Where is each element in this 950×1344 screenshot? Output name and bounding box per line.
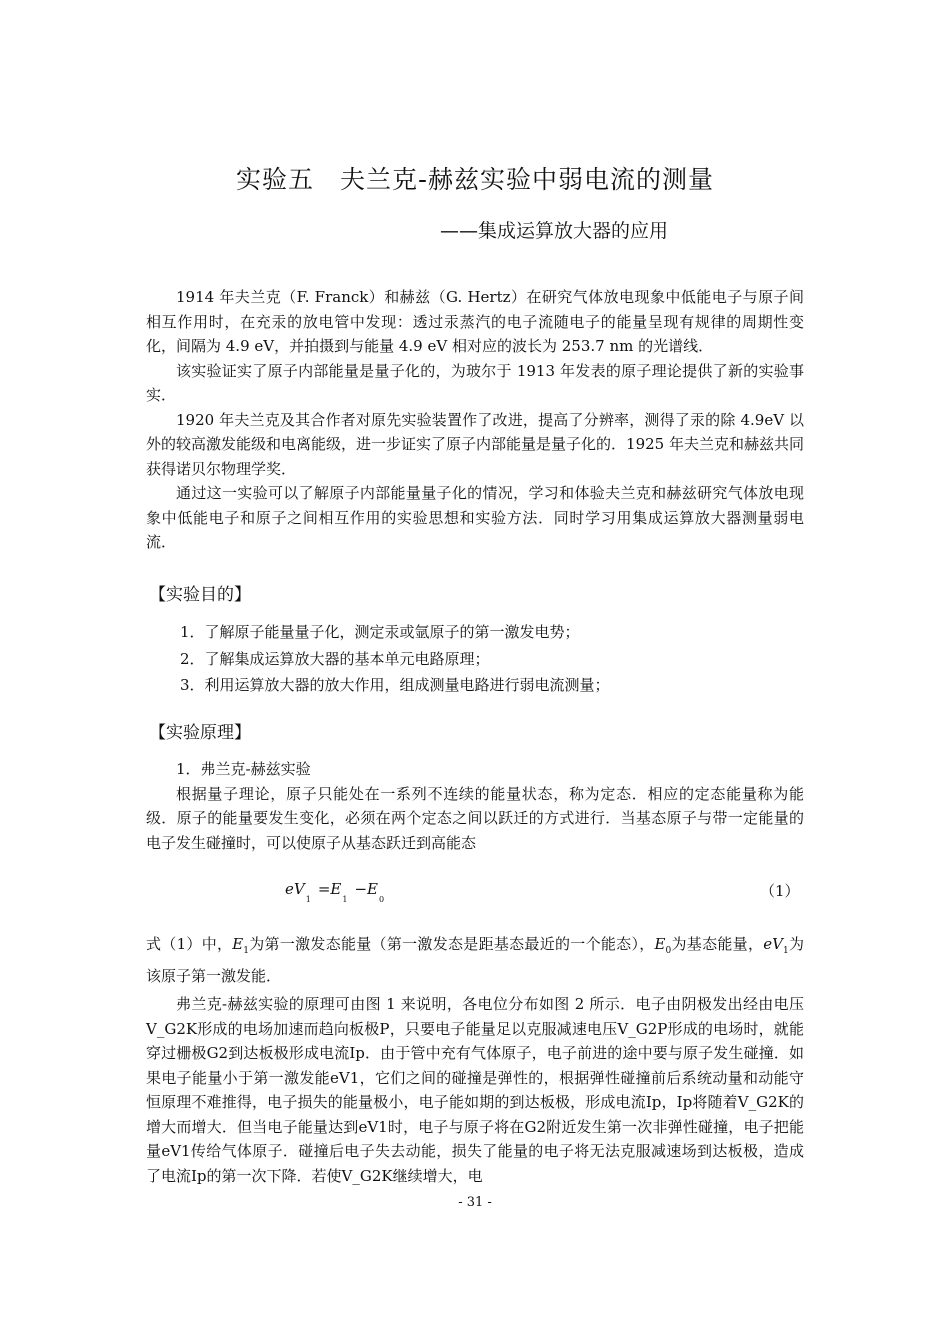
objectives-heading: 【实验目的】: [149, 585, 251, 605]
principle-paragraph-1: 根据量子理论，原子只能处在一系列不连续的能量状态，称为定态．相应的定态能量称为能级．原子的能量要发生变化，必须在两个定态之间以跃迁的方式进行．当基态原子与带一定能量的电子发生碰撞时，可以使原子从基态跃迁到高能态: [146, 784, 804, 852]
intro-paragraph-4: 通过这一实验可以了解原子内部能量量子化的情况，学习和体验夫兰克和赫兹研究气体放电现象中低能电子和原子之间相互作用的实验思想和实验方法．同时学习用集成运算放大器测量弱电流．: [146, 484, 804, 551]
equation-number: （1）: [760, 882, 800, 900]
page-number: - 31 -: [458, 1195, 492, 1210]
page-title: 实验五 夫兰克-赫兹实验中弱电流的测量: [235, 165, 715, 194]
intro-paragraph-2: 该实验证实了原子内部能量是量子化的，为玻尔于 1913 年发表的原子理论提供了新的实验事实．: [146, 361, 804, 404]
intro-section: [146, 285, 804, 555]
page-subtitle: ——集成运算放大器的应用: [440, 220, 669, 242]
principle-subheading: 1．弗兰克-赫兹实验: [176, 760, 311, 778]
intro-paragraph-3: 1920 年夫兰克及其合作者对原先实验装置作了改进，提高了分辨率，测得了汞的除 4.9eV 以外的较高激发能级和电离能级，进一步证实了原子内部能量是量子化的．1925 年夫兰克和赫兹共同获得诺贝尔物理学奖．: [146, 410, 804, 478]
principle-heading: 【实验原理】: [149, 723, 251, 743]
objective-item-1: 1．了解原子能量量子化，测定汞或氩原子的第一激发电势；: [180, 623, 580, 641]
objectives-list: [180, 619, 610, 699]
principle-section-top: [146, 757, 804, 855]
intro-paragraph-1: 1914 年夫兰克（F. Franck）和赫兹（G. Hertz）在研究气体放电现象中低能电子与原子间相互作用时，在充汞的放电管中发现：透过汞蒸汽的电子流随电子的能量呈现有规律的周期性变化，间隔为 4.9 eV，并拍摄到与能量 4.9 eV 相对应的波长为 253.7 nm 的光谱线．: [146, 288, 804, 355]
principle-paragraph-3: 弗兰克-赫兹实验的原理可由图 1 来说明，各电位分布如图 2 所示．电子由阴极发出经由电压V_G2K形成的电场加速而趋向板极P，只要电子能量足以克服减速电压V_G2P形成的电场时，就能穿过栅极G2到达板极形成电流Ip．由于管中充有气体原子，电子前进的途中要与原子发生碰撞．如果电子能量小于第一激发能eV1，它们之间的碰撞是弹性的，根据弹性碰撞前后系统动量和动能守恒原理不难推得，电子损失的能量极小，电子能如期的到达板极，形成电流Ip，Ip将随着V_G2K的增大而增大．但当电子能量达到eV1时，电子与原子将在G2附近发生第一次非弹性碰撞，电子把能量eV1传给气体原子．碰撞后电子失去动能，损失了能量的电子将无法克服减速场到达板极，造成了电流Ip的第一次下降．若使V_G2K继续增大，电: [146, 995, 804, 1185]
equation-1: $eV_1=E_1-E_0$: [285, 880, 385, 904]
principle-paragraph-2: 式（1）中，$E_1$为第一激发态能量（第一激发态是距基态最近的一个能态），$E_0$为基态能量，$eV_1$为该原子第一激发能．: [146, 935, 804, 985]
principle-section-bottom: [146, 932, 804, 1188]
objective-item-3: 3．利用运算放大器的放大作用，组成测量电路进行弱电流测量；: [180, 676, 610, 694]
objective-item-2: 2．了解集成运算放大器的基本单元电路原理；: [180, 649, 490, 668]
